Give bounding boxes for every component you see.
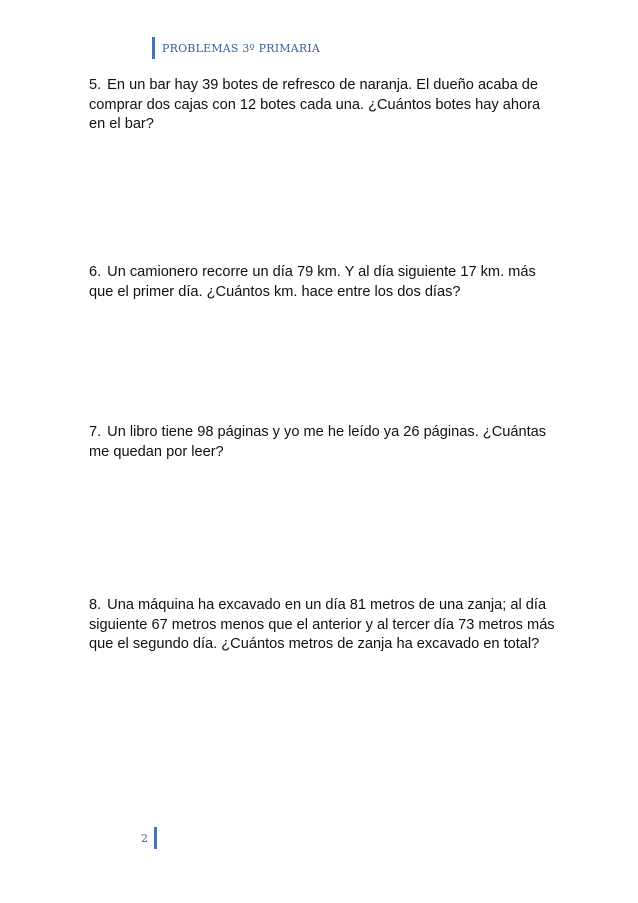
problem-text: Una máquina ha excavado en un día 81 metros de una zanja; al día siguiente 67 metros menos que el anterior y al tercer día 73 metros más que el segundo día. ¿Cuántos metros de zanja ha excavado en total? — [89, 597, 555, 652]
footer-accent-bar — [154, 827, 157, 849]
problem-number: 5. — [89, 77, 102, 93]
problem-8 — [89, 596, 559, 655]
problem-5 — [89, 76, 559, 135]
page-number: 2 — [141, 831, 148, 845]
page-header — [152, 37, 320, 59]
header-title: PROBLEMAS 3º PRIMARIA — [162, 41, 321, 55]
page-footer — [128, 827, 157, 849]
problem-7 — [89, 423, 559, 462]
problem-text: En un bar hay 39 botes de refresco de naranja. El dueño acaba de comprar dos cajas con 12 botes cada una. ¿Cuántos botes hay ahora en el bar? — [89, 77, 541, 132]
problem-text: Un libro tiene 98 páginas y yo me he leído ya 26 páginas. ¿Cuántas me quedan por leer? — [89, 424, 547, 460]
problem-number: 6. — [89, 264, 102, 280]
header-accent-bar — [152, 37, 155, 59]
problem-number: 7. — [89, 424, 102, 440]
problem-6 — [89, 263, 559, 302]
problem-number: 8. — [89, 597, 102, 613]
problem-text: Un camionero recorre un día 79 km. Y al día siguiente 17 km. más que el primer día. ¿Cuántos km. hace entre los dos días? — [89, 264, 536, 300]
